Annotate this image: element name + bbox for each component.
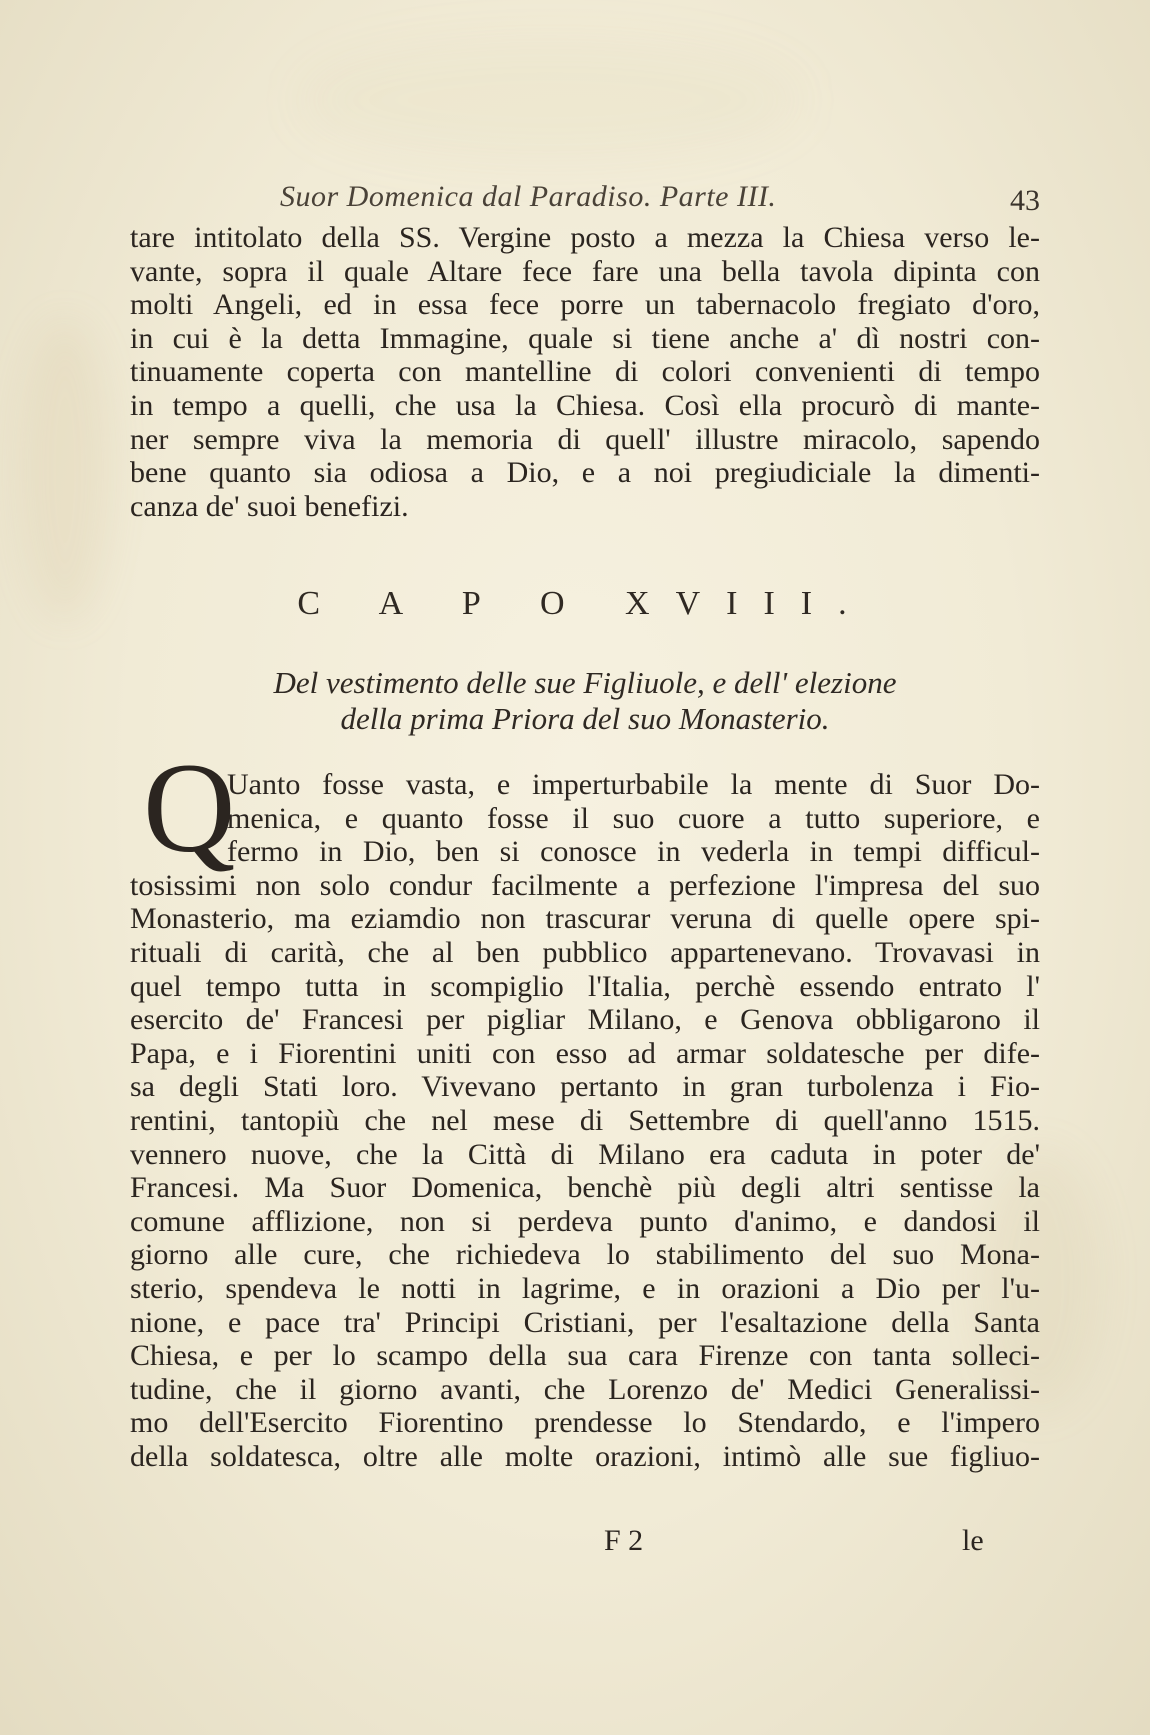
subtitle-line: della prima Priora del suo Monasterio. (340, 701, 830, 736)
page-header (130, 180, 1040, 220)
text-line: quel tempo tutta in scompiglio l'Italia, perchè essendo entrato l' (130, 969, 1040, 1003)
text-line: comune afflizione, non si perdeva punto d'animo, e dandosi il (130, 1204, 1040, 1238)
text-line: Papa, e i Fiorentini uniti con esso ad armar soldatesche per dife- (130, 1036, 1040, 1070)
text-line: tare intitolato della SS. Vergine posto a mezza la Chiesa verso le- (130, 221, 1040, 254)
top-paragraph (130, 221, 1040, 523)
text-line: in cui è la detta Immagine, quale si tiene anche a' dì nostri con- (130, 321, 1040, 355)
text-line: vante, sopra il quale Altare fece fare una bella tavola dipinta con (130, 254, 1040, 288)
text-line: tudine, che il giorno avanti, che Lorenzo de' Medici Generalissi- (130, 1372, 1040, 1406)
running-title: Suor Domenica dal Paradiso. Parte III. (280, 180, 777, 213)
text-line: molti Angeli, ed in essa fece porre un tabernacolo fregiato d'oro, (130, 288, 1040, 322)
text-line: menica, e quanto fosse il suo cuore a tutto superiore, e (227, 801, 1040, 835)
catchword: le (962, 1524, 984, 1557)
text-line: vennero nuove, che la Città di Milano era caduta in poter de' (130, 1137, 1040, 1171)
text-line: in tempo a quelli, che usa la Chiesa. Così ella procurò di mante- (130, 388, 1040, 422)
paper-stain (20, 320, 110, 620)
text-line: Uanto fosse vasta, e imperturbabile la mente di Suor Do- (227, 768, 1040, 801)
text-line: della soldatesca, oltre alle molte orazioni, intimò alle sue figliuo- (130, 1439, 1040, 1473)
text-line: canza de' suoi benefizi. (130, 489, 409, 523)
text-line: sterio, spendeva le notti in lagrime, e in orazioni a Dio per l'u- (130, 1271, 1040, 1305)
text-line: mo dell'Esercito Fiorentino prendesse lo Stendardo, e l'impero (130, 1406, 1040, 1440)
text-line: Monasterio, ma eziamdio non trascurar veruna di quelle opere spi- (130, 902, 1040, 936)
text-line: Francesi. Ma Suor Domenica, benchè più degli altri sentisse la (130, 1171, 1040, 1205)
text-line: rentini, tantopiù che nel mese di Settembre di quell'anno 1515. (130, 1103, 1040, 1137)
text-line: tinuamente coperta con mantelline di colori convenienti di tempo (130, 355, 1040, 389)
subtitle-line: Del vestimento delle sue Figliuole, e dell' elezione (273, 665, 897, 700)
chapter-subtitle (130, 665, 1040, 737)
text-line: Chiesa, e per lo scampo della sua cara Firenze con tanta solleci- (130, 1339, 1040, 1373)
chapter-paragraph (130, 768, 1040, 1473)
text-line: ner sempre viva la memoria di quell' illustre miracolo, sapendo (130, 422, 1040, 456)
text-line: nione, e pace tra' Principi Cristiani, per l'esaltazione della Santa (130, 1305, 1040, 1339)
text-line: rituali di carità, che al ben pubblico appartenevano. Trovavasi in (130, 935, 1040, 969)
text-line: sa degli Stati loro. Vivevano pertanto in gran turbolenza i Fio- (130, 1070, 1040, 1104)
text-line: fermo in Dio, ben si conosce in vederla in tempi difficul- (227, 835, 1040, 869)
chapter-title: C A P O XVIII. (297, 585, 873, 622)
text-line: tosissimi non solo condur facilmente a perfezione l'impresa del suo (130, 868, 1040, 902)
signature-mark: F 2 (604, 1524, 644, 1557)
text-line: esercito de' Francesi per pigliar Milano, e Genova obbligarono il (130, 1003, 1040, 1037)
text-line: bene quanto sia odiosa a Dio, e a noi pregiudiciale la dimenti- (130, 456, 1040, 490)
paper-stain (300, 40, 800, 160)
drop-cap: Q (143, 737, 236, 879)
page-number: 43 (1010, 184, 1040, 217)
text-line: giorno alle cure, che richiedeva lo stabilimento del suo Mona- (130, 1238, 1040, 1272)
